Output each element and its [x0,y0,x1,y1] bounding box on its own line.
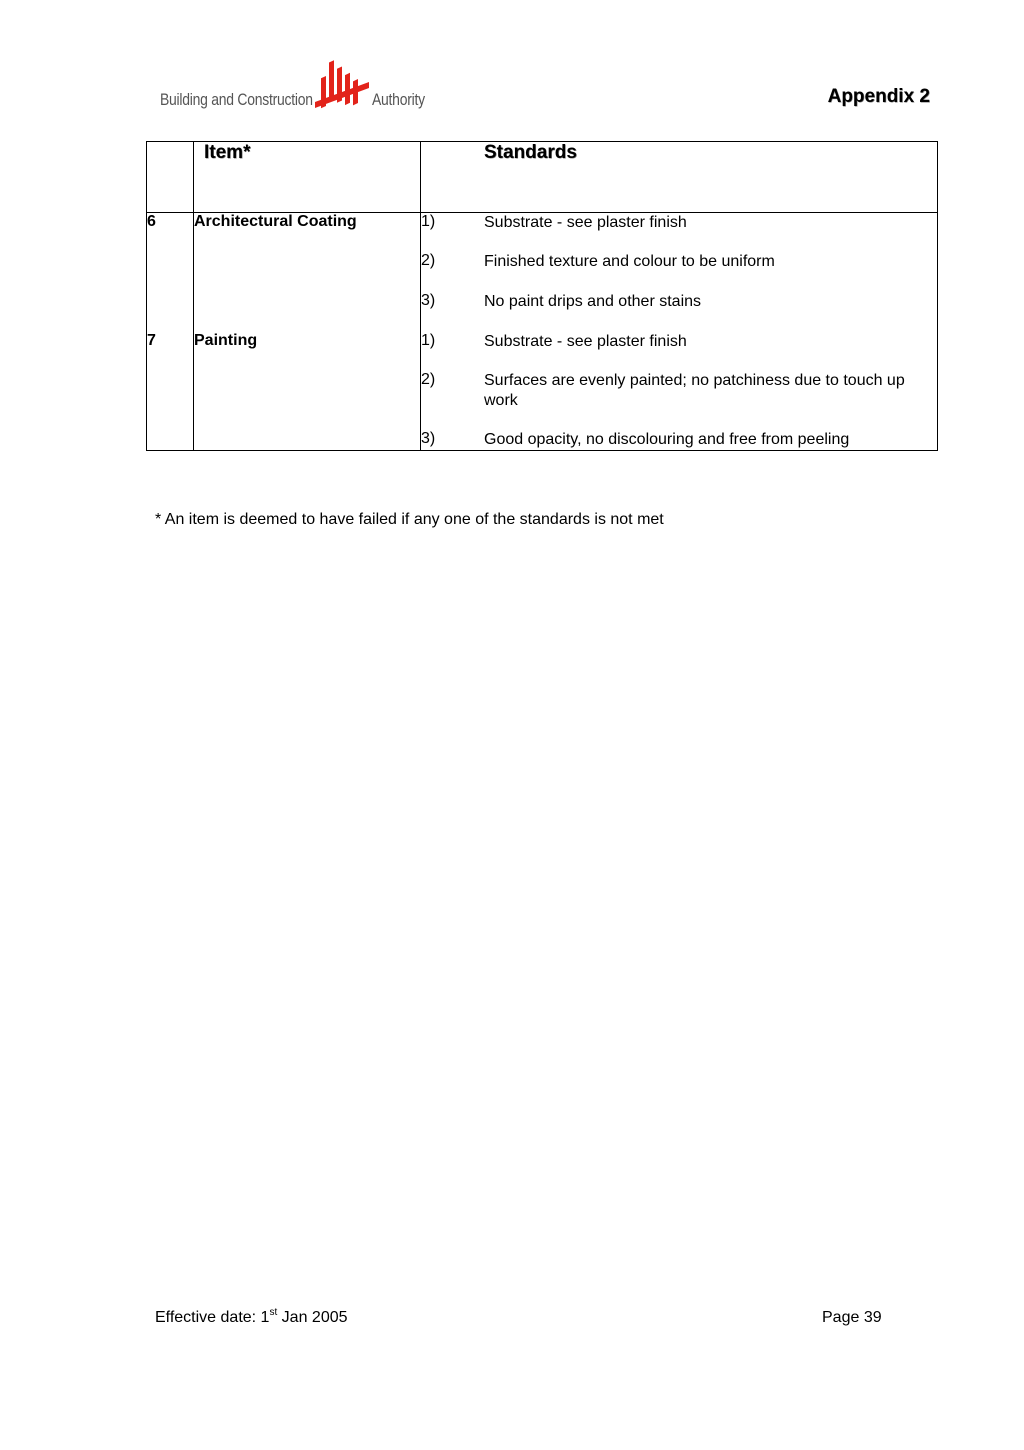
logo-text-right: Authority [372,90,425,109]
table-row [147,352,938,411]
item-number: 7 [147,312,194,352]
logo-text-left: Building and Construction [160,90,313,109]
standard-text: Good opacity, no discolouring and free from peeling [484,431,850,448]
standard-index: 1) [421,213,436,230]
standard-text: Substrate - see plaster finish [484,333,687,350]
table-row [147,312,938,352]
header-index-cell [421,142,485,213]
table-row [147,233,938,272]
effective-date-suffix: Jan 2005 [277,1309,348,1326]
header-item: Item* [194,142,421,213]
bca-logo-mark-icon [313,60,371,122]
table-row [147,213,938,234]
table-header-row [147,142,938,213]
standard-index: 3) [421,292,436,309]
standard-text: Surfaces are evenly painted; no patchiness due to touch up work [484,372,905,409]
effective-date-ordinal: st [269,1307,278,1318]
standard-text: No paint drips and other stains [484,293,702,310]
item-number: 6 [147,213,194,234]
standard-index: 1) [421,332,436,349]
header-standards: Standards [484,142,938,213]
table-row [147,411,938,451]
item-name: Architectural Coating [194,213,421,234]
effective-date [155,1309,348,1327]
header-number-cell [147,142,194,213]
table-footnote: * An item is deemed to have failed if any one of the standards is not met [155,511,664,528]
effective-date-prefix: Effective date: 1 [155,1309,270,1326]
standard-text: Substrate - see plaster finish [484,214,687,231]
standards-table [146,141,938,451]
table-row [147,272,938,312]
appendix-label: Appendix 2 [827,86,930,107]
standard-index: 2) [421,371,436,388]
bca-logo [150,58,435,128]
item-name: Painting [194,312,421,352]
standard-index: 3) [421,430,436,447]
page-number: Page 39 [822,1309,882,1326]
standard-index: 2) [421,252,436,269]
standard-text: Finished texture and colour to be uniform [484,253,775,270]
